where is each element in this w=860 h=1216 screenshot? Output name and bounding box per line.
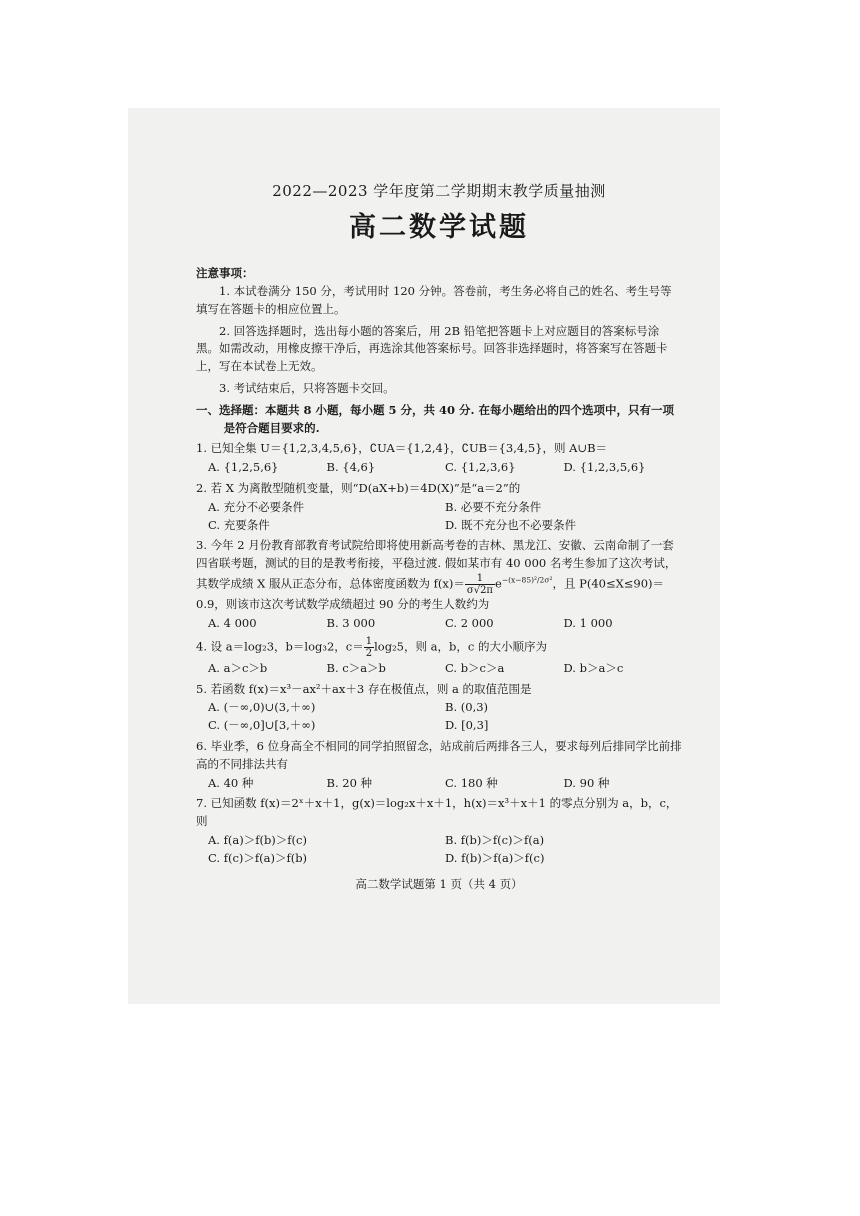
half-fraction	[364, 636, 374, 659]
stem-part-a: 3. 今年 2 月份教育部教育考试院给即将使用新高考卷的吉林、黑龙江、安徽、云南命制了一套四省联考题，测试的目的是教考衔接，平稳过渡. 假如某市有 40 000 名考生参加了这次考试，其数学成绩 X 服从正态分布，总体密度函数为 f(x)＝	[196, 538, 677, 591]
option-b: B. f(b)＞f(c)＞f(a)	[445, 833, 545, 848]
option-d: D. b＞a＞c	[563, 660, 624, 675]
subject-title: 高二数学试题	[349, 212, 529, 244]
question-5	[196, 681, 682, 735]
options	[196, 499, 682, 535]
exponent: −(x−85)²/2σ²	[501, 575, 553, 585]
option-d: D. 既不充分也不必要条件	[445, 517, 577, 532]
option-d: D. 90 种	[563, 775, 610, 790]
section-heading: 一、选择题：本题共 8 小题，每小题 5 分，共 40 分. 在每小题给出的四个选项中，只有一项是符合题目要求的.	[196, 402, 675, 435]
option-b: B. 3 000	[326, 615, 376, 630]
option-a: A. a＞c＞b	[208, 660, 268, 675]
options	[196, 699, 682, 735]
option-d: D. 1 000	[563, 615, 613, 630]
stem-part-a: 4. 设 a＝log₂3，b＝log₃2，c＝	[196, 639, 364, 654]
options	[196, 459, 682, 477]
fraction-numerator: 1	[365, 635, 373, 647]
option-d: D. {1,2,3,5,6}	[563, 460, 646, 475]
fraction-denominator: 2	[365, 647, 373, 659]
fraction-numerator: 1	[465, 573, 495, 585]
option-b: B. (0,3)	[445, 700, 489, 715]
option-a: A. f(a)＞f(b)＞f(c)	[208, 833, 307, 848]
question-stem: 1. 已知全集 U＝{1,2,3,4,5,6}，∁UA＝{1,2,4}，∁UB＝{3,4,5}，则 A∪B＝	[196, 441, 608, 456]
question-stem	[196, 636, 682, 659]
options	[196, 660, 682, 678]
question-7	[196, 795, 682, 867]
note-item: 3. 考试结束后，只将答题卡交回。	[219, 380, 395, 395]
exam-title: 2022—2023 学年度第二学期期末教学质量抽测	[272, 182, 606, 200]
note-item: 2. 回答选择题时，选出每小题的答案后，用 2B 铅笔把答题卡上对应题目的答案标号涂黑。如需改动，用橡皮擦干净后，再选涂其他答案标号。回答非选择题时，将答案写在答题卡上，写在本试卷上无效。	[196, 323, 668, 374]
options	[196, 832, 682, 868]
option-c: C. {1,2,3,6}	[445, 460, 516, 475]
stem-part-b: ，且 P(40≤X≤90)＝0.9，则该市这次考试数学成绩超过 90 分的考生人数约为	[196, 576, 665, 612]
question-stem: 2. 若 X 为离散型随机变量，则“D(aX+b)＝4D(X)”是“a＝2”的	[196, 481, 521, 496]
notes-heading: 注意事项：	[196, 266, 254, 281]
exp-base: e	[495, 576, 502, 591]
note-item: 1. 本试卷满分 150 分，考试用时 120 分钟。答卷前，考生务必将自己的姓名、考生号等填写在答题卡的相应位置上。	[196, 283, 672, 316]
question-stem: 7. 已知函数 f(x)＝2ˣ＋x＋1，g(x)＝log₂x＋x＋1，h(x)＝x³＋x＋1 的零点分别为 a，b，c，则	[196, 796, 678, 829]
option-c: C. b＞c＞a	[445, 660, 505, 675]
option-b: B. {4,6}	[326, 460, 376, 475]
option-a: A. {1,2,5,6}	[208, 460, 279, 475]
option-b: B. 必要不充分条件	[445, 499, 542, 514]
option-d: D. f(b)＞f(a)＞f(c)	[445, 850, 545, 865]
option-b: B. c＞a＞b	[326, 660, 386, 675]
question-1	[196, 440, 682, 477]
question-3	[196, 537, 682, 632]
question-stem: 6. 毕业季，6 位身高全不相同的同学拍照留念，站成前后两排各三人，要求每列后排同学比前排高的不同排法共有	[196, 738, 682, 771]
question-stem: 5. 若函数 f(x)＝x³－ax²＋ax＋3 存在极值点，则 a 的取值范围是	[196, 681, 532, 696]
option-a: A. 充分不必要条件	[208, 499, 305, 514]
option-a: A. (－∞,0)∪(3,＋∞)	[208, 700, 316, 715]
option-a: A. 40 种	[208, 775, 254, 790]
option-d: D. [0,3]	[445, 718, 489, 733]
question-2	[196, 480, 682, 534]
option-c: C. (－∞,0]∪[3,＋∞)	[208, 718, 316, 733]
question-stem	[196, 537, 682, 613]
question-6	[196, 738, 682, 792]
option-c: C. 180 种	[445, 775, 498, 790]
options	[196, 615, 682, 633]
stem-part-b: log₂5，则 a，b，c 的大小顺序为	[374, 639, 547, 654]
option-c: C. 2 000	[445, 615, 494, 630]
density-fraction	[465, 573, 495, 596]
option-c: C. 充要条件	[208, 517, 270, 532]
options	[196, 775, 682, 793]
exam-page	[196, 180, 682, 893]
option-c: C. f(c)＞f(a)＞f(b)	[208, 850, 308, 865]
option-a: A. 4 000	[208, 615, 257, 630]
page-footer: 高二数学试题第 1 页（共 4 页）	[355, 876, 523, 891]
question-4	[196, 636, 682, 678]
option-b: B. 20 种	[326, 775, 373, 790]
fraction-denominator: σ√2π	[466, 585, 494, 597]
